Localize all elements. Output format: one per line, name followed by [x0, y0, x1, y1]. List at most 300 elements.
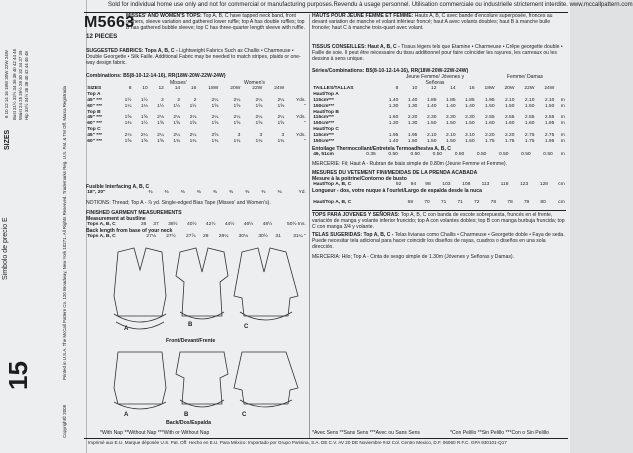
es-telas-heading: TELAS SUGERIDAS: Top A, B, C -	[312, 232, 394, 238]
table-cell: 150cm***	[313, 138, 335, 144]
table-cell: 2.10	[524, 97, 535, 103]
table-cell: m	[560, 132, 565, 138]
table-cell: Yd.	[298, 190, 306, 196]
table-cell: 2¼	[277, 97, 285, 103]
table-cell: 1⅜	[124, 121, 132, 127]
fr-longueur: Longueur - dos, votre nuque à l'ourlet/Largo de espalda desde la nuca	[312, 188, 482, 194]
table-cell: 22W	[524, 86, 535, 92]
table-cell: 28	[203, 234, 209, 240]
table-cell: 2¼	[233, 97, 241, 103]
en-misses-label: Misses'	[170, 80, 187, 86]
fr-jeune-label: Jeune Femme/ Jóvenes y Señoras	[405, 74, 465, 87]
table-cell: 1.50	[465, 121, 475, 127]
pieces-count: 12 PIECES	[86, 33, 118, 40]
table-cell: 2¼	[255, 115, 263, 121]
table-cell: 22W	[252, 86, 263, 92]
table-cell: 1.50	[544, 103, 555, 109]
table-cell: Haut/Top B	[313, 109, 339, 115]
en-fabrics-heading: SUGGESTED FABRICS: Tops A, B, C -	[86, 48, 178, 54]
table-cell: 0.50	[388, 152, 398, 158]
table-cell: 48½	[262, 222, 273, 228]
table-cell: cm	[558, 200, 565, 206]
table-cell: 1.30	[388, 121, 399, 127]
table-cell: 42½	[205, 222, 216, 228]
table-row	[86, 103, 307, 109]
table-row	[86, 222, 307, 228]
es-heading: TOPS PARA JOVENES Y SEÑORAS:	[312, 212, 400, 218]
table-row	[312, 182, 566, 188]
table-cell: 108	[462, 182, 471, 188]
table-cell: ⅜	[229, 190, 234, 196]
table-cell: 1⅝	[173, 121, 181, 127]
table-cell: 1.50	[426, 121, 437, 127]
table-cell: 24W	[274, 86, 285, 92]
table-cell: 1.40	[388, 138, 399, 144]
table-cell: 1⅝	[211, 103, 219, 109]
table-cell: 37	[153, 222, 159, 228]
table-cell: 1.60	[504, 121, 515, 127]
table-cell: 0.50	[454, 152, 465, 158]
table-cell: m	[560, 138, 565, 144]
back-line-art	[110, 348, 300, 418]
table-cell: 40½	[187, 222, 197, 228]
fr-interfacing-table	[312, 152, 566, 158]
table-cell: 103	[442, 182, 451, 188]
table-cell: 2¼	[255, 97, 263, 103]
table-cell: 92	[395, 182, 402, 188]
table-cell: 31	[275, 234, 281, 240]
front-letter-c: C	[244, 324, 249, 330]
table-cell: 1.95	[544, 138, 555, 144]
table-cell: 2¼	[157, 132, 164, 138]
table-cell: 1.85	[446, 97, 456, 103]
usage-notice: Sold for individual home use only and not for commercial or manufacturing purposes.Revendu à usage personnel. Utilisation commerciale ou industrielle strictement interdite. www.mccallpattern.com	[108, 2, 633, 8]
table-cell: TAILLES/TALLAS	[313, 86, 354, 92]
table-cell: 46½	[243, 222, 254, 228]
table-cell: m	[560, 152, 565, 158]
bust-row: Bust 31½ 32½ 34 36 38 40 42 44 46	[12, 48, 17, 120]
table-cell: 2.30	[446, 115, 456, 121]
table-cell: 27⅞	[185, 234, 196, 240]
table-cell: 2.55	[485, 115, 495, 121]
table-cell: 0.35	[366, 152, 376, 158]
table-cell: 69	[407, 200, 414, 206]
table-cell: 113	[481, 182, 490, 188]
table-cell: 1.50	[524, 103, 535, 109]
en-combinations: Combinations: B5(8-10-12-14-16), RR(18W-20W-22W-24W)	[86, 73, 226, 79]
fr-mesures-sub: Mesure à la poitrine/Contorno de busto	[312, 176, 407, 182]
table-cell: 2.20	[407, 115, 418, 121]
table-cell: ⅜	[196, 190, 201, 196]
table-cell: 0.50	[521, 152, 531, 158]
table-cell: 1⅝	[255, 103, 263, 109]
table-cell: 24W	[544, 86, 555, 92]
printed-credit: Printed in U.S.A. The McCall Pattern Co. 120 Broadway, New York 10271. All Rights Reserved. Trademarks Reg. U.S. Pat. & TM Off. Marca Registrada	[62, 86, 67, 380]
table-cell: 1.85	[465, 97, 475, 103]
table-cell: 2.55	[544, 115, 555, 121]
table-cell: 0.50	[410, 152, 421, 158]
table-cell: "	[304, 103, 306, 109]
table-cell: 71	[457, 200, 463, 206]
front-letter-b: B	[188, 322, 193, 328]
pattern-number: M5663	[84, 14, 135, 31]
table-cell: 1.40	[465, 103, 475, 109]
fr-femme-label: Femme/ Damas	[506, 74, 544, 80]
table-cell: 14	[450, 86, 456, 92]
table-cell: 1⅝	[124, 115, 132, 121]
table-cell: 2⅝	[211, 132, 219, 138]
table-cell: Haut/Top A, B, C	[313, 182, 352, 188]
table-cell: 60" ***	[87, 103, 103, 109]
table-cell: 2⅛	[124, 132, 132, 138]
table-cell: 1½	[124, 97, 132, 103]
table-cell: 1¾	[255, 138, 263, 144]
en-desc: Top A, B, C have tapped neck band, front gathers, sleeve variation and gathered lower ruffle; top A has double ruffles; top B has gathered bubble sleeve; top C has three-quarter length sleeve with ruffle.	[126, 13, 305, 32]
table-cell: 30½	[258, 234, 268, 240]
table-cell: 1.75	[485, 138, 495, 144]
footnote-right: *Avec Sens **Sans Sens ***Avec ou Sans Sens	[312, 430, 420, 436]
table-cell: ⅜	[164, 190, 169, 196]
table-cell: Top A	[87, 92, 101, 98]
table-cell: 1.30	[407, 103, 418, 109]
table-cell: 18", 20"	[87, 190, 106, 196]
column-divider	[309, 14, 310, 438]
price-code-mark: 15	[2, 361, 33, 390]
table-cell: 1⅝	[211, 121, 219, 127]
table-cell: m	[560, 103, 565, 109]
table-cell: 27½	[166, 234, 176, 240]
table-cell: Tops A, B, C	[87, 222, 116, 228]
table-cell: "	[304, 138, 306, 144]
sizes-label: SIZES	[4, 129, 11, 150]
table-cell: 1¾	[277, 138, 285, 144]
table-cell: 1¼	[124, 103, 132, 109]
table-cell: 118	[500, 182, 509, 188]
table-cell: 1.95	[388, 132, 399, 138]
table-cell: 1.60	[524, 121, 535, 127]
hip-row: Hip 33½ 34½ 36 38 40 42 44 46 48	[24, 51, 29, 120]
table-cell: m	[560, 115, 565, 121]
table-cell: 1⅝	[140, 115, 148, 121]
table-cell: 2.10	[446, 132, 456, 138]
table-cell: Haut/Top A, B, C	[313, 200, 352, 206]
footnote-right-es: *Con Pelillo **Sin Pelillo ***Con o Sin Pelillo	[450, 430, 549, 436]
table-cell: 1.75	[524, 138, 535, 144]
table-row	[86, 190, 307, 196]
fr-description	[312, 13, 566, 31]
table-cell: 2.10	[544, 97, 555, 103]
fr-fabrics-heading: TISSUS CONSEILLES: Haut A, B, C -	[312, 44, 400, 50]
table-cell: 60" ***	[87, 138, 103, 144]
table-cell: Haut/Top C	[313, 126, 339, 132]
table-cell: 12	[158, 86, 164, 92]
fr-fabrics-text: Tissus légers tels que Etamine • Charmeuse • Crêpe georgette double • Faille de soie. Il peut être nécessaire du tissu additionnel pour faire coïncider les rayures, les carreaux ou les dessins à sens unique.	[312, 44, 563, 63]
table-cell: m	[560, 121, 565, 127]
table-cell: 1.50	[465, 138, 475, 144]
en-description	[126, 13, 306, 31]
table-cell: 31¼ "	[293, 234, 306, 240]
table-cell: 123	[520, 182, 529, 188]
table-cell: 2¼	[233, 115, 241, 121]
table-cell: 1¾	[233, 138, 241, 144]
table-cell: 1⅝	[255, 121, 263, 127]
table-cell: 0.50	[543, 152, 553, 158]
table-cell: 0.50	[476, 152, 487, 158]
back-caption: Back/Dos/Espalda	[166, 420, 211, 426]
table-cell: 1.50	[446, 121, 456, 127]
table-cell: 1½	[140, 97, 148, 103]
table-cell: 2.55	[524, 115, 535, 121]
table-cell: 1⅝	[277, 121, 285, 127]
table-cell: 1.40	[446, 103, 456, 109]
footer-import-info: Imprimé aux E.U. Marque déposée U.S. Pat. Off. Hecho en E.U. Para México: Importado por Grupo Parisina, S.A. DE C.V. AV 20 DE Noviembre #42 Col. Centro Mexico, D.F. 06060 R.F.C. GPA 930101-Q17	[88, 440, 507, 445]
table-cell: Yds.	[296, 97, 306, 103]
es-rule	[312, 210, 566, 211]
table-cell: 1.60	[388, 115, 399, 121]
table-cell: m	[560, 97, 565, 103]
table-cell: 94	[410, 182, 417, 188]
en-finished-heading: FINISHED GARMENT MEASUREMENTS	[86, 210, 182, 216]
table-cell: 1.30	[407, 121, 418, 127]
table-row	[312, 200, 566, 206]
front-line-art	[110, 246, 300, 338]
table-cell: 1.60	[485, 121, 495, 127]
table-cell: 27⅛	[146, 234, 156, 240]
table-cell: Haut/Top A	[313, 92, 339, 98]
table-cell: 1.50	[426, 138, 437, 144]
table-cell: 2	[177, 97, 181, 103]
fr-mercerie: MERCERIE: Fil; Haut A - Rubran de biais simple de 0.80m (Jeune Femme et Femme).	[312, 161, 508, 167]
table-cell: 70	[424, 200, 430, 206]
table-cell: "	[304, 121, 306, 127]
table-cell: 30⅛	[238, 234, 249, 240]
table-cell: 3	[281, 132, 285, 138]
en-finished-row1	[86, 222, 307, 228]
table-cell: 45" ***	[87, 132, 103, 138]
table-cell: 1⅝	[277, 103, 285, 109]
en-interfacing-table	[86, 190, 307, 196]
table-cell: 45" ***	[87, 97, 103, 103]
table-cell: 10	[142, 86, 148, 92]
back-letter-c: C	[242, 412, 247, 418]
table-cell: 2¼	[189, 132, 197, 138]
table-cell: 2¼	[277, 115, 285, 121]
table-cell: ⅜	[261, 190, 266, 196]
table-cell: 8	[395, 86, 399, 92]
table-cell: 1.50	[446, 138, 456, 144]
table-cell: 3	[237, 132, 241, 138]
table-cell: 16	[190, 86, 197, 92]
table-cell: 2⅛	[157, 115, 164, 121]
table-cell: 60" ***	[87, 121, 103, 127]
table-cell: 1.30	[388, 103, 399, 109]
price-symbol: Simbolo de precio E	[2, 217, 9, 280]
en-back-heading: Back length from base of your neck	[86, 228, 173, 234]
fr-mesures-heading: MESURES DU VETEMENT FINI/MEDIDAS DE LA PRENDA ACABADA	[312, 170, 478, 176]
table-cell: 2	[193, 97, 197, 103]
front-letter-a: A	[124, 326, 129, 332]
es-description	[312, 212, 566, 230]
fr-yardage-table	[312, 86, 566, 144]
table-cell: 2⅛	[189, 115, 197, 121]
table-cell: Yds.	[296, 115, 306, 121]
table-cell	[285, 86, 307, 92]
table-cell: 1.75	[504, 138, 515, 144]
es-merceria: MERCERIA: Hilo; Top A - Cinta de sesgo simple de 1.30m (Jóvenes y Señoras y Damas).	[312, 254, 515, 260]
table-cell: Yds.	[296, 132, 306, 138]
footnote-left: *With Nap **Without Nap ***With or Without Nap	[100, 430, 210, 436]
es-telas-text: Telas livianas como Challis • Charmeuse • Georgette doble • Faya de seda. Puede necesitar tela adicional para hacer coincidir los diseños de rayas, cuadros o diseños en una sola dirección.	[312, 232, 565, 251]
table-cell: 1⅝	[189, 121, 197, 127]
table-cell	[556, 86, 566, 92]
fr-fabrics	[312, 44, 566, 62]
table-cell: 1.85	[426, 97, 437, 103]
table-cell: ⅜	[245, 190, 250, 196]
fr-interfacing-heading: Entoilage Thermocollant/Entretela Termoadhesiva A, B, C	[312, 146, 451, 152]
waist-row: Waist 24 25 26½ 28 30 32 34 37 39	[18, 50, 23, 120]
table-cell: SIZES	[87, 86, 102, 92]
table-cell: 78	[490, 200, 497, 206]
table-cell: 46, 51cm	[313, 152, 334, 158]
table-cell: 1.95	[485, 97, 495, 103]
table-cell: Top C	[87, 126, 101, 132]
table-cell: 1¾	[173, 138, 181, 144]
table-cell: 12	[431, 86, 437, 92]
sizes-values: 8 10 12 14 16 18W 20W 22W 24W	[4, 50, 9, 118]
table-cell: 98	[425, 182, 431, 188]
table-cell: 1½	[189, 103, 197, 109]
table-cell: 2.30	[465, 115, 475, 121]
table-cell: ⅜	[277, 190, 282, 196]
es-desc: Top A, B, C con banda de escote sobrepuesta, fruncés en el frente, variación de manga y volante inferior fruncido; top A con volantes dobles; top B con manga burbuja fruncida; top C con manga 3/4 y volante.	[312, 212, 565, 231]
table-row	[86, 121, 307, 127]
table-cell: 1⅝	[233, 103, 241, 109]
table-cell: 1¾	[189, 138, 197, 144]
table-cell: 8	[128, 86, 132, 92]
fr-mesures-row2	[312, 200, 566, 206]
table-cell: cm	[558, 182, 565, 188]
fr-desc: Hauts A, B, C avec bande d'encolure superposée, fronces au devant variation de manche et volant inférieur froncé; haut A avec volants doubles; haut B à manche bulle froncée; haut C à manche trois-quart avec volant.	[312, 13, 553, 32]
bottom-rule	[84, 438, 568, 439]
table-cell: 50½ Ins.	[287, 222, 306, 228]
table-cell: 1½	[157, 103, 164, 109]
table-cell: 1.40	[388, 97, 399, 103]
table-cell: 72	[474, 200, 480, 206]
back-letter-b: B	[184, 412, 189, 418]
en-fabrics-text: Lightweight Fabrics Such as Challis • Charmeuse • Double Georgette • Silk Faille. Additional Fabric may be needed to match stripes, plaids or one-way design fabric.	[86, 48, 301, 67]
table-cell: 1½	[140, 121, 148, 127]
table-cell: 1.50	[504, 103, 515, 109]
en-heading: MISSES' AND WOMEN'S TOPS:	[126, 13, 202, 19]
table-row	[312, 138, 566, 144]
table-cell: 28¼	[218, 234, 229, 240]
en-notions: NOTIONS: Thread; Top A - ⅞ yd. Single-edged Bias Tape (Misses' and Women's).	[86, 200, 271, 206]
table-cell: 1⅝	[157, 138, 164, 144]
table-cell: 2.20	[485, 132, 495, 138]
en-fabrics	[86, 48, 307, 66]
table-cell: 3	[259, 132, 263, 138]
table-cell: 71	[440, 200, 447, 206]
fr-series: Séries/Combinations: B5(8-10-12-14-16), RR(18W-20W-22W-24W)	[312, 68, 469, 74]
table-cell: 150cm***	[313, 103, 335, 109]
table-cell: 2⅛	[173, 115, 181, 121]
table-cell: 1⅓	[140, 103, 148, 109]
table-cell: 128	[539, 182, 549, 188]
table-cell: 80	[540, 200, 546, 206]
table-cell: 2.20	[504, 132, 515, 138]
table-cell: 20W	[230, 86, 241, 92]
table-cell: 1.95	[544, 121, 555, 127]
table-cell: ⅜	[180, 190, 185, 196]
table-cell: 18W	[484, 86, 495, 92]
table-cell: 1⅝	[233, 121, 241, 127]
table-cell: ⅜	[212, 190, 217, 196]
table-cell: 10	[411, 86, 418, 92]
table-cell: ⅜	[148, 190, 153, 196]
table-cell: 1.50	[407, 138, 418, 144]
table-cell: 1.95	[407, 132, 418, 138]
copyright: Copyright© 2008	[62, 404, 67, 438]
table-cell: 1¾	[211, 138, 219, 144]
table-cell: 2.55	[504, 115, 515, 121]
table-cell: 45" ***	[87, 115, 103, 121]
table-cell: 115cm***	[313, 115, 334, 121]
table-cell: 78	[507, 200, 513, 206]
table-cell: 1.40	[426, 103, 437, 109]
table-cell: 2¼	[173, 132, 181, 138]
table-row	[86, 138, 307, 144]
table-cell: 2.10	[504, 97, 515, 103]
table-header-row	[86, 86, 307, 92]
table-cell: 150cm***	[313, 121, 335, 127]
table-cell: 14	[174, 86, 181, 92]
front-caption: Front/Devant/Frente	[166, 338, 216, 344]
table-cell: 1⅝	[140, 138, 148, 144]
table-cell: 79	[523, 200, 530, 206]
en-interfacing-heading: Fusible Interfacing A, B, C	[86, 184, 150, 190]
table-cell: 2¼	[211, 97, 219, 103]
table-cell: 2.30	[426, 115, 437, 121]
table-cell: 2¼	[211, 115, 219, 121]
fr-mesures-row1	[312, 182, 566, 188]
en-yardage-table	[86, 86, 307, 144]
table-cell: 1⅝	[157, 121, 164, 127]
table-cell: 36	[140, 222, 147, 228]
table-cell: 2.10	[426, 132, 437, 138]
en-finished-row2	[86, 234, 307, 240]
es-telas	[312, 232, 566, 250]
left-info-strip	[0, 0, 87, 453]
fr-heading: HAUTS POUR JEUNE FEMME ET FEMME:	[312, 13, 414, 19]
table-cell: 1½	[173, 103, 181, 109]
table-row	[86, 234, 307, 240]
table-cell: 18W	[208, 86, 219, 92]
table-cell: 1.50	[485, 103, 495, 109]
back-letter-a: A	[124, 412, 129, 418]
table-cell: 115cm***	[313, 97, 334, 103]
table-cell: 1.40	[407, 97, 418, 103]
table-row	[312, 152, 566, 158]
en-finished-sub: Measurement at bustline	[86, 216, 146, 222]
table-cell: 38½	[168, 222, 178, 228]
table-cell: 2	[161, 97, 164, 103]
table-cell: 1⅝	[124, 138, 132, 144]
table-cell: 2.75	[524, 132, 535, 138]
table-cell: 2.10	[465, 132, 475, 138]
en-womens-label: Women's	[244, 80, 265, 86]
table-cell: 16	[469, 86, 475, 92]
table-header-row	[312, 86, 566, 92]
